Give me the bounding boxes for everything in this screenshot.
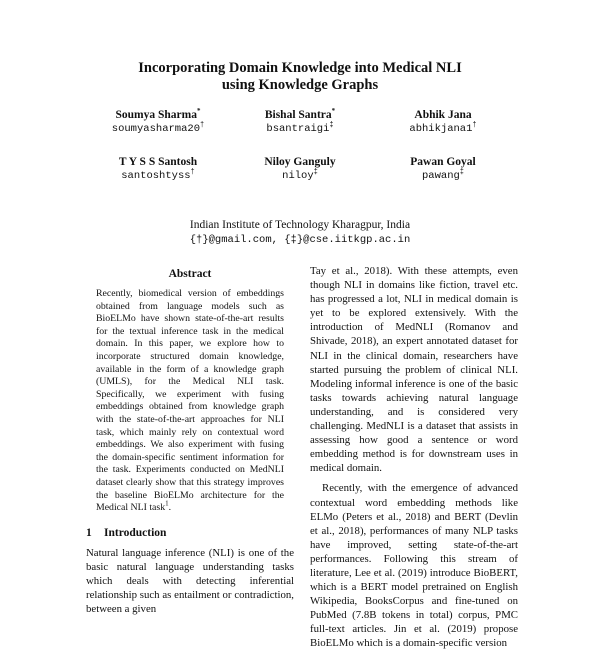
author-6 (363, 155, 523, 183)
equal-contribution-mark: * (196, 107, 201, 116)
email-domains: {†}@gmail.com, {‡}@cse.iitkgp.ac.in (189, 234, 411, 246)
section-heading (86, 527, 294, 539)
author-1 (78, 108, 238, 136)
intro-paragraph-right-2: Recently, with the emergence of advanced contextual word embedding methods like ELMo (Peters et al., 2018) and BERT (Devlin et al., 2018), performances of many NLP tasks have improved, setting state-of-the-art performances. Following this stream of literature, Lee et al. (2019) introduce BioBERT, which is a BERT model pretrained on English Wikipedia, BooksCorpus and fine-tuned on PubMed (7.8B tokens in total) corpus, PMC full-text articles. Jin et al. (2019) propose BioELMo which is a domain-specific version (310, 482, 518, 650)
email-domain-mark: ‡ (313, 168, 318, 177)
author-5 (220, 155, 380, 183)
author-name: Soumya Sharma (115, 109, 197, 121)
affiliation-block (0, 218, 600, 248)
author-username: abhikjana1 (409, 123, 473, 135)
author-username: pawang (421, 170, 460, 182)
author-username: santoshtyss (121, 170, 191, 182)
email-domain-mark: † (200, 121, 205, 130)
author-username: soumyasharma20 (111, 123, 200, 135)
author-2 (220, 108, 380, 136)
paper-title (0, 60, 600, 94)
email-domain-mark: † (190, 168, 195, 177)
author-3 (363, 108, 523, 136)
left-column (86, 264, 294, 616)
email-domain-mark: ‡ (329, 121, 334, 130)
title-line-1: Incorporating Domain Knowledge into Medical NLI (138, 60, 462, 76)
abstract-heading: Abstract (168, 268, 212, 280)
email-domain-mark: † (472, 121, 477, 130)
author-name: Niloy Ganguly (264, 156, 336, 168)
email-domain-mark: ‡ (459, 168, 464, 177)
section-number: 1 (86, 526, 92, 539)
author-name: T Y S S Santosh (118, 156, 198, 168)
right-column (310, 264, 518, 651)
author-name: Abhik Jana (414, 109, 472, 121)
affiliation: Indian Institute of Technology Kharagpur, India (189, 219, 411, 231)
author-username: niloy (282, 170, 314, 182)
author-name: Bishal Santra (264, 109, 332, 121)
intro-paragraph-left: Natural language inference (NLI) is one of the basic natural language understanding tasks which deals with detecting inferential relationship such as entailment or contradiction, between a given (86, 546, 294, 616)
footnote-mark: 1 (165, 499, 169, 508)
author-4 (78, 155, 238, 183)
title-line-2: using Knowledge Graphs (221, 77, 379, 93)
abstract-body: Recently, biomedical version of embeddings obtained from language models such as BioELMo have shown state-of-the-art results for the textual inference task in the medical domain. In this paper, we explore how to incorporate structured domain knowledge, available in the form of a knowledge graph (UMLS), for the Medical NLI task. Specifically, we experiment with fusing embeddings obtained from knowledge graph with the state-of-the-art approaches for NLI task, which mainly rely on contextual word embeddings. We also experiment with fusing the domain-specific sentiment information for the task. Experiments conducted on MedNLI dataset clearly show that this strategy improves the baseline BioELMo architecture for the Medical NLI task (96, 288, 284, 514)
intro-paragraph-right-1: Tay et al., 2018). With these attempts, even though NLI in domains like fiction, travel etc. has progressed a lot, NLI in medical domain is yet to be explored extensively. With the introduction of MedNLI (Romanov and Shivade, 2018), an expert annotated dataset for NLI in the clinical domain, researchers have started pursuing the problem of clinical NLI. Modeling informal inference is one of the basic tasks towards achieving natural language understanding, and is considered very challenging. MedNLI is a dataset that assists in assessing how good a sentence or word embedding method is for downstream uses in medical domain. (310, 265, 518, 475)
section-title: Introduction (104, 526, 167, 539)
author-name: Pawan Goyal (410, 156, 476, 168)
abstract-text (96, 288, 284, 515)
author-username: bsantraigi (266, 123, 330, 135)
abstract-end: . (168, 502, 172, 514)
equal-contribution-mark: * (331, 107, 336, 116)
